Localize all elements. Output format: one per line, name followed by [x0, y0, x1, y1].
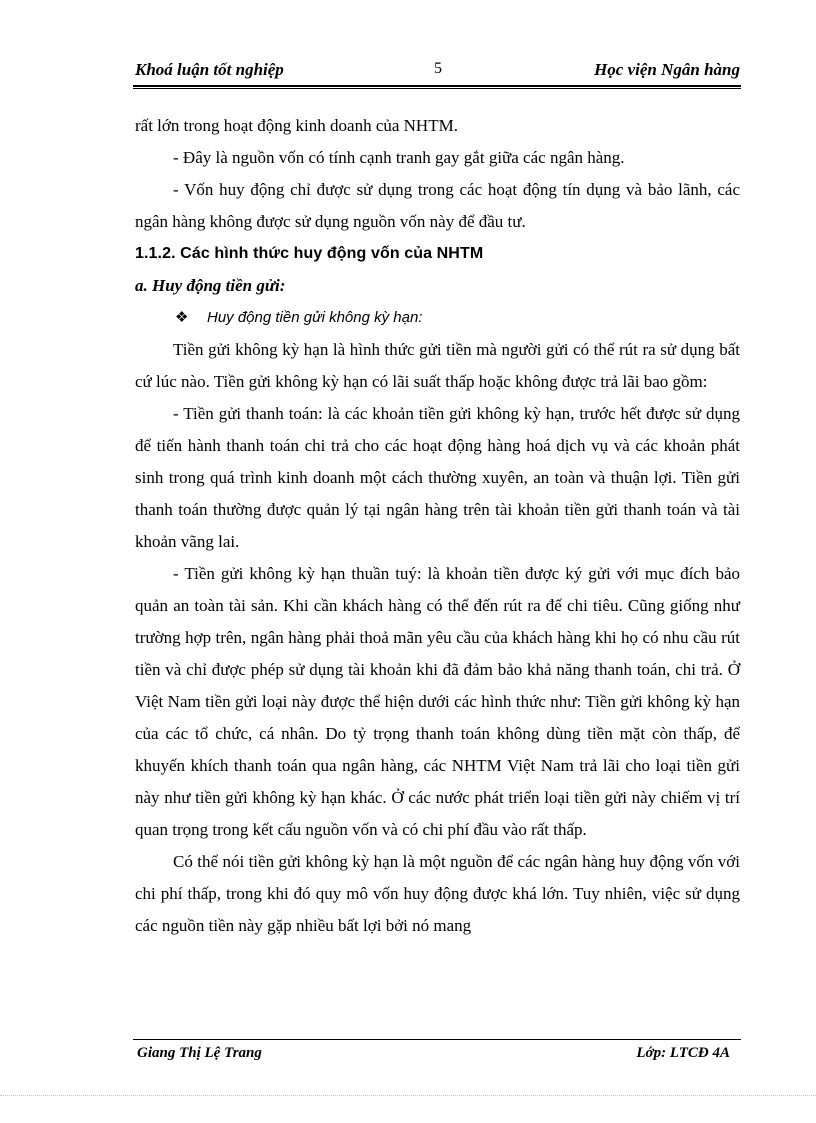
paragraph-summary: Có thể nói tiền gửi không kỳ hạn là một nguồn để các ngân hàng huy động vốn với chi phí thấp, trong khi đó quy mô vốn huy động được khá lớn. Tuy nhiên, việc sử dụng các nguồn tiền này gặp nhiều bất lợi bởi nó mang [135, 852, 740, 935]
page-boundary [0, 1095, 816, 1096]
page-header [135, 60, 740, 84]
paragraph-payment-deposit: - Tiền gửi thanh toán: là các khoản tiền gửi không kỳ hạn, trước hết được sử dụng để tiến hành thanh toán chi trả cho các hoạt động hàng hoá dịch vụ và các khoản phát sinh trong quá trình kinh doanh một cách thường xuyên, an toàn và thuận lợi. Tiền gửi thanh toán thường được quản lý tại ngân hàng trên tài khoản tiền gửi thanh toán và tài khoản vãng lai. [135, 404, 740, 551]
paragraph-definition: Tiền gửi không kỳ hạn là hình thức gửi tiền mà người gửi có thể rút ra sử dụng bất cứ lúc nào. Tiền gửi không kỳ hạn có lãi suất thấp hoặc không được trả lãi bao gồm: [135, 340, 740, 391]
sub-heading: a. Huy động tiền gửi: [135, 276, 286, 295]
footer-divider [133, 1039, 741, 1040]
diamond-bullet-icon: ❖ [175, 309, 189, 326]
document-body [135, 110, 740, 942]
footer-class: Lớp: LTCĐ 4A [636, 1045, 730, 1061]
paragraph-usage: - Vốn huy động chỉ được sử dụng trong các hoạt động tín dụng và bảo lãnh, các ngân hàng không được sử dụng nguồn vốn này để đầu tư. [135, 180, 740, 231]
bullet-text: Huy động tiền gửi không kỳ hạn: [207, 309, 423, 326]
page-footer [137, 1045, 730, 1067]
header-institution: Học viện Ngân hàng [594, 60, 740, 79]
footer-author: Giang Thị Lệ Trang [137, 1045, 262, 1061]
header-thesis-title: Khoá luận tốt nghiệp [135, 60, 284, 79]
header-divider [133, 85, 741, 89]
bullet-item [135, 302, 740, 334]
paragraph-continuation: rất lớn trong hoạt động kinh doanh của NHTM. [135, 116, 458, 135]
page-number: 5 [434, 60, 442, 77]
section-heading: 1.1.2. Các hình thức huy động vốn của NHTM [135, 245, 484, 262]
paragraph-competition: - Đây là nguồn vốn có tính cạnh tranh gay gắt giữa các ngân hàng. [173, 148, 625, 167]
paragraph-pure-deposit: - Tiền gửi không kỳ hạn thuần tuý: là khoản tiền được ký gửi với mục đích bảo quản an toàn tài sản. Khi cần khách hàng có thể đến rút ra để chi tiêu. Cũng giống như trường hợp trên, ngân hàng phải thoả mãn yêu cầu của khách hàng khi họ có nhu cầu rút tiền và chỉ được phép sử dụng tài khoản khi đã đảm bảo khả năng thanh toán, chi trả. Ở Việt Nam tiền gửi loại này được thể hiện dưới các hình thức như: Tiền gửi không kỳ hạn của các tổ chức, cá nhân. Do tỷ trọng thanh toán không dùng tiền mặt còn thấp, để khuyến khích thanh toán qua ngân hàng, các NHTM Việt Nam trả lãi cho loại tiền gửi này như tiền gửi không kỳ hạn khác. Ở các nước phát triển loại tiền gửi này chiếm vị trí quan trọng trong kết cấu nguồn vốn và có chi phí đầu vào rất thấp. [135, 564, 740, 839]
